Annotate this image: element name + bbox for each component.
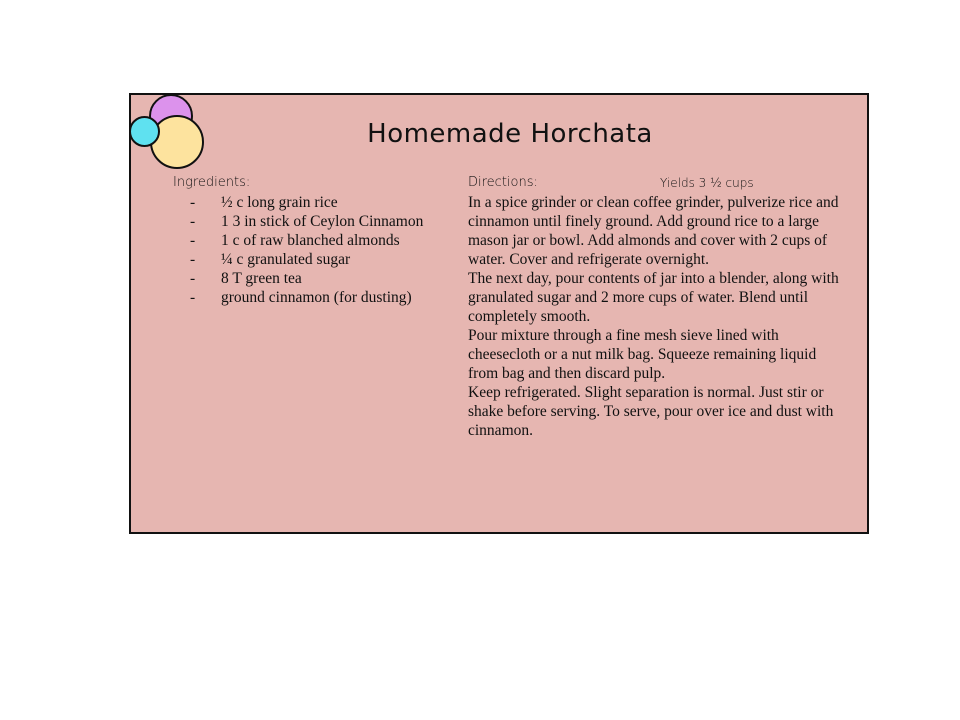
- recipe-title: Homemade Horchata: [367, 119, 653, 149]
- direction-step: In a spice grinder or clean coffee grinder, pulverize rice and cinnamon until finely ground. Add ground rice to a large mason jar or bowl. Add almonds and cover with 2 cups of water. Cover and refrigerate overnight.: [468, 194, 839, 268]
- bullet-dash: -: [190, 289, 196, 306]
- ingredient-text: 1 3 in stick of Ceylon Cinnamon: [221, 213, 424, 230]
- directions-heading: Directions:: [468, 175, 538, 190]
- bullet-dash: -: [190, 194, 196, 211]
- direction-step: Keep refrigerated. Slight separation is normal. Just stir or shake before serving. To serve, pour over ice and dust with cinnamon.: [468, 384, 834, 439]
- ingredient-item: [190, 193, 440, 212]
- directions-body: [468, 193, 840, 440]
- bullet-dash: -: [190, 270, 196, 287]
- direction-step: The next day, pour contents of jar into a blender, along with granulated sugar and 2 more cups of water. Blend until completely smooth.: [468, 270, 839, 325]
- ingredient-item: [190, 269, 440, 288]
- ingredient-item: [190, 212, 440, 231]
- ingredient-text: ¼ c granulated sugar: [221, 251, 351, 268]
- ingredients-list: [190, 193, 440, 307]
- ingredient-item: [190, 250, 440, 269]
- ingredient-text: ½ c long grain rice: [221, 194, 338, 211]
- bullet-dash: -: [190, 213, 196, 230]
- ingredient-item: [190, 288, 440, 307]
- ingredient-text: ground cinnamon (for dusting): [221, 289, 412, 306]
- bullet-dash: -: [190, 251, 196, 268]
- ingredient-text: 1 c of raw blanched almonds: [221, 232, 400, 249]
- direction-step: Pour mixture through a fine mesh sieve lined with cheesecloth or a nut milk bag. Squeeze remaining liquid from bag and then discard pulp.: [468, 327, 817, 382]
- bullet-dash: -: [190, 232, 196, 249]
- ingredient-text: 8 T green tea: [221, 270, 302, 287]
- yields-note: Yields 3 ½ cups: [660, 176, 754, 190]
- ingredient-item: [190, 231, 440, 250]
- ingredients-heading: Ingredients:: [173, 175, 251, 190]
